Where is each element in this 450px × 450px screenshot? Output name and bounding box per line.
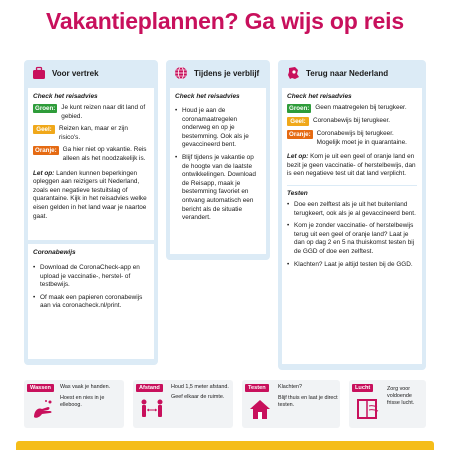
- note-label: Let op:: [33, 169, 55, 177]
- note-label: Let op:: [287, 153, 309, 161]
- column-title: Voor vertrek: [52, 68, 99, 78]
- pictogram-line: Blijf thuis en laat je direct testen.: [278, 395, 338, 408]
- pictogram-label: Afstand: [136, 384, 163, 392]
- tests-list: [287, 201, 417, 269]
- advice-card: [282, 88, 422, 364]
- list-item: • Klachten? Laat je altijd testen bij de GGD.: [287, 261, 417, 270]
- netherlands-map-icon: [286, 66, 300, 80]
- advice-title: Check het reisadvies: [287, 93, 352, 100]
- window-air-icon: [355, 397, 381, 421]
- advice-row-yellow: [287, 117, 417, 126]
- note: [33, 170, 149, 222]
- pictogram-line: Hoest en nies in je elleboog.: [60, 395, 105, 408]
- column-before-departure: [24, 60, 158, 365]
- note: [287, 153, 417, 179]
- page-title: Vakantieplannen? Ga wijs op reis: [46, 8, 404, 34]
- pictogram-wash: [24, 380, 124, 428]
- pictogram-air: [349, 380, 426, 428]
- pictogram-testing: [242, 380, 340, 428]
- advice-row-orange: [287, 130, 417, 147]
- advice-row-yellow: [33, 125, 149, 142]
- status-badge: Groen:: [289, 105, 310, 112]
- pictogram-line: Zorg voor voldoende frisse lucht.: [387, 386, 415, 406]
- hand-wash-icon: [30, 397, 56, 421]
- status-badge: Oranje:: [289, 131, 311, 138]
- advice-row-orange: [33, 146, 149, 163]
- pictogram-label: Lucht: [352, 384, 373, 392]
- advice-row-green: [287, 104, 417, 113]
- pictogram-line: Was vaak je handen.: [60, 384, 111, 390]
- distance-people-icon: [139, 397, 165, 421]
- list-item: • Blijf tijdens je vakantie op de hoogte van de laatste ontwikkelingen. Download de Reisapp, maak je bestemming favoriet en ontvang automatisch een bericht als de situatie verandert.: [175, 154, 261, 223]
- pictogram-line: Houd 1,5 meter afstand.: [171, 384, 229, 390]
- pictogram-line: Klachten?: [278, 384, 302, 390]
- proof-card: [28, 244, 154, 359]
- pictogram-text: [171, 384, 231, 401]
- advice-text: Reizen kan, maar er zijn risico's.: [59, 125, 128, 141]
- advice-text: Coronabewijs bij terugkeer. Mogelijk moet je in quarantaine.: [316, 130, 407, 146]
- pictogram-text: [387, 386, 425, 407]
- status-badge: Geel:: [287, 117, 309, 126]
- list-item: • Doe een zelftest als je uit het buitenland terugkeert, ook als je al gevaccineerd bent.: [287, 201, 417, 218]
- globe-icon: [174, 66, 188, 80]
- advice-title: Check het reisadvies: [33, 93, 98, 100]
- list-item: • Houd je aan de coronamaatregelen onderweg en op je bestemming. Ook als je gevaccineerd bent.: [175, 107, 261, 150]
- pictogram-distance: [133, 380, 233, 428]
- pictogram-text: [60, 384, 122, 409]
- advice-text: Geen maatregelen bij terugkeer.: [315, 104, 407, 111]
- note-text: Kom je uit een geel of oranje land en bezit je geen vaccinatie- of herstelbewijs, dan is een negatieve test uit dat land verplicht.: [287, 153, 416, 178]
- advice-card: [170, 88, 266, 254]
- column-title: Terug naar Nederland: [306, 68, 389, 78]
- status-badge: Geel:: [33, 125, 55, 134]
- status-badge: Oranje:: [35, 147, 57, 155]
- advice-title: Check het reisadvies: [175, 93, 240, 100]
- note-text: Landen kunnen beperkingen opleggen aan reizigers uit Nederland, zoals een negatieve testuitslag of quarantaine. Kijk in het reisadvies welke eisen gelden in het land waar je naartoe gaat.: [33, 169, 147, 220]
- column-header: [166, 60, 270, 86]
- advice-list: [175, 107, 261, 223]
- proof-title: Coronabewijs: [33, 249, 76, 256]
- advice-row-green: [33, 104, 149, 121]
- list-item: • Kom je zonder vaccinatie- of herstelbewijs terug uit een geel of oranje land? Laat je dan op dag 2 en 5 na thuiskomst testen bij de GGD of doe een zelftest.: [287, 222, 417, 256]
- list-item: • Download de CoronaCheck-app en upload je vaccinatie-, herstel- of testbewijs.: [33, 264, 149, 290]
- suitcase-icon: [32, 66, 46, 80]
- pictogram-line: Geef elkaar de ruimte.: [171, 394, 225, 400]
- advice-text: Ga hier niet op vakantie. Reis alleen als het noodzakelijk is.: [62, 146, 147, 162]
- advice-card: [28, 88, 154, 240]
- list-item: • Of maak een papieren coronabewijs aan via coronacheck.nl/print.: [33, 294, 149, 311]
- status-badge: Groen:: [35, 105, 56, 112]
- pictogram-text: [278, 384, 338, 409]
- column-header: [278, 60, 426, 86]
- column-during-stay: [166, 60, 270, 260]
- bottom-banner: [16, 441, 434, 450]
- advice-text: Je kunt reizen naar dit land of gebied.: [61, 104, 146, 120]
- divider: [287, 185, 417, 186]
- column-header: [24, 60, 158, 86]
- proof-list: [33, 264, 149, 311]
- advice-text: Coronabewijs bij terugkeer.: [313, 117, 391, 124]
- tests-title: Testen: [287, 189, 308, 197]
- pictogram-label: Wassen: [27, 384, 54, 392]
- home-test-icon: [248, 397, 274, 421]
- pictogram-label: Testen: [245, 384, 269, 392]
- column-return: [278, 60, 426, 370]
- column-title: Tijdens je verblijf: [194, 68, 260, 78]
